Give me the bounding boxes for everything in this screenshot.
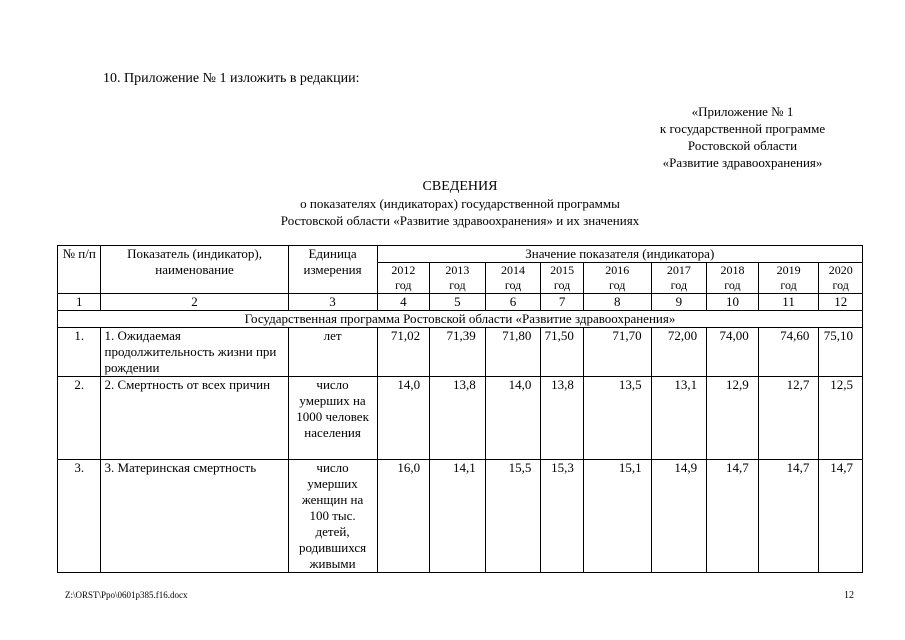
year-suffix: год [608, 278, 626, 292]
column-number: 11 [758, 294, 819, 311]
year-label: 2017 [666, 263, 691, 277]
year-cell [583, 263, 651, 294]
header-row [58, 246, 863, 263]
year-cell [541, 263, 583, 294]
column-number: 3 [288, 294, 377, 311]
column-number: 12 [819, 294, 863, 311]
appendix-line: «Развитие здравоохранения» [662, 155, 823, 170]
unit: число умерших на 1000 человек населения [288, 377, 377, 460]
indicator-value: 71,70 [583, 328, 651, 377]
year-suffix: год [724, 278, 741, 292]
header-unit: Единица измерения [288, 246, 377, 294]
indicator-value: 71,50 [541, 328, 583, 377]
indicator-value: 71,39 [430, 328, 486, 377]
year-suffix: год [670, 278, 688, 292]
year-suffix: год [832, 278, 849, 292]
appendix-line: «Приложение № 1 [691, 104, 794, 119]
table-row [58, 377, 863, 460]
column-number: 5 [430, 294, 486, 311]
year-label: 2016 [605, 263, 630, 277]
year-cell [758, 263, 819, 294]
year-label: 2014 [501, 263, 526, 277]
year-label: 2020 [828, 263, 853, 277]
indicator-value: 14,7 [758, 460, 819, 573]
year-cell [430, 263, 486, 294]
year-suffix: год [504, 278, 522, 292]
year-suffix: год [780, 278, 797, 292]
indicator-value: 71,80 [485, 328, 541, 377]
appendix-line: к государственной программе [659, 121, 826, 136]
column-number: 10 [707, 294, 759, 311]
column-number: 4 [377, 294, 430, 311]
year-label: 2018 [720, 263, 745, 277]
numbering-row [58, 294, 863, 311]
indicators-table [57, 245, 863, 573]
footer-file-path: Z:\ORST\Ppo\0601p385.f16.docx [65, 590, 188, 600]
indicator-value: 15,3 [541, 460, 583, 573]
unit: лет [288, 328, 377, 377]
indicator-value: 14,0 [485, 377, 541, 460]
column-number: 9 [651, 294, 707, 311]
indicator-value: 14,7 [707, 460, 759, 573]
amendment-text: 10. Приложение № 1 изложить в редакции: [103, 71, 360, 86]
column-number: 6 [485, 294, 541, 311]
column-number: 8 [583, 294, 651, 311]
year-cell [819, 263, 863, 294]
heading-line: Ростовской области «Развитие здравоохранения» и их значениях [280, 213, 640, 228]
indicator-value: 74,60 [758, 328, 819, 377]
indicator-value: 13,8 [430, 377, 486, 460]
year-label: 2013 [445, 263, 470, 277]
column-number: 2 [101, 294, 288, 311]
indicator-value: 71,02 [377, 328, 430, 377]
indicator-value: 14,0 [377, 377, 430, 460]
indicator-value: 13,1 [651, 377, 707, 460]
table-row [58, 460, 863, 573]
header-values: Значение показателя (индикатора) [377, 246, 862, 263]
year-label: 2019 [776, 263, 801, 277]
heading-title: СВЕДЕНИЯ [422, 179, 498, 194]
program-row [58, 311, 863, 328]
indicator-value: 74,00 [707, 328, 759, 377]
indicator-value: 12,5 [819, 377, 863, 460]
heading-line: о показателях (индикаторах) государственной программы [300, 196, 620, 211]
year-suffix: год [553, 278, 571, 292]
row-number: 2. [58, 377, 101, 460]
year-label: 2015 [550, 263, 575, 277]
indicator-value: 16,0 [377, 460, 430, 573]
year-cell [377, 263, 430, 294]
year-suffix: год [395, 278, 412, 292]
indicator-value: 15,1 [583, 460, 651, 573]
appendix-header [630, 103, 855, 171]
indicator-name: 1. Ожидаемая продолжительность жизни при рождении [101, 328, 288, 377]
column-number: 7 [541, 294, 583, 311]
indicator-value: 13,8 [541, 377, 583, 460]
indicator-value: 72,00 [651, 328, 707, 377]
row-number: 1. [58, 328, 101, 377]
indicator-value: 15,5 [485, 460, 541, 573]
appendix-line: Ростовской области [687, 138, 798, 153]
table-row [58, 328, 863, 377]
indicator-name: 3. Материнская смертность [101, 460, 288, 573]
header-no: № п/п [58, 246, 101, 294]
row-number: 3. [58, 460, 101, 573]
column-number: 1 [58, 294, 101, 311]
indicator-name: 2. Смертность от всех причин [101, 377, 288, 460]
page-number: 12 [844, 590, 854, 601]
year-suffix: год [449, 278, 466, 292]
unit: число умерших женщин на 100 тыс. детей, родившихся живыми [288, 460, 377, 573]
header-indicator: Показатель (индикатор), наименование [101, 246, 288, 294]
year-cell [485, 263, 541, 294]
document-heading [200, 178, 720, 229]
indicator-value: 12,7 [758, 377, 819, 460]
program-title: Государственная программа Ростовской области «Развитие здравоохранения» [58, 311, 863, 328]
indicator-value: 14,1 [430, 460, 486, 573]
indicator-value: 14,7 [819, 460, 863, 573]
year-label: 2012 [391, 263, 416, 277]
year-cell [707, 263, 759, 294]
indicator-value: 14,9 [651, 460, 707, 573]
year-cell [651, 263, 707, 294]
indicator-value: 12,9 [707, 377, 759, 460]
indicator-value: 75,10 [819, 328, 863, 377]
indicator-value: 13,5 [583, 377, 651, 460]
